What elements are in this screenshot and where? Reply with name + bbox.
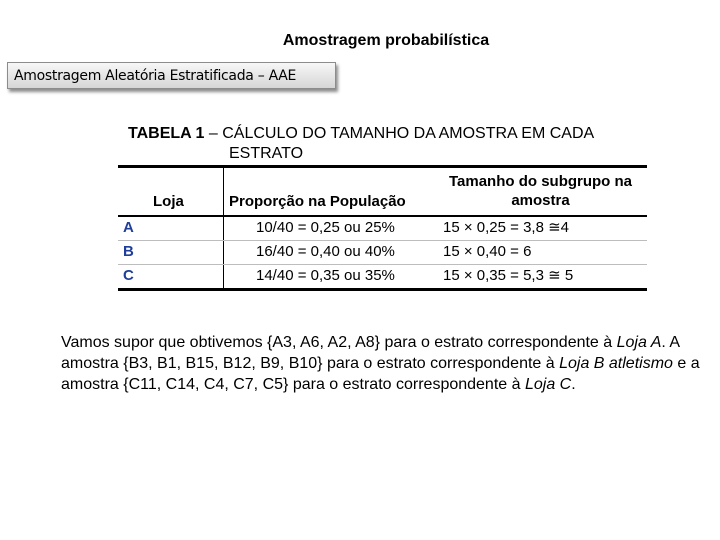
- body-paragraph: Vamos supor que obtivemos {A3, A6, A2, A8} para o estrato correspondente à Loja A. A amostra {B3, B1, B15, B12, B9, B10} para o estrato correspondente à Loja B atletismo e a amostra {C11, C14, C4, C7, C5} para o estrato correspondente à Loja C.: [61, 334, 700, 393]
- table-header-row: [118, 168, 647, 217]
- table-title-line2: ESTRATO: [229, 145, 304, 162]
- header-tamanho: Tamanho do subgrupo na amostra: [448, 173, 633, 209]
- page-title: Amostragem probabilística: [282, 32, 490, 49]
- cell-loja: B: [118, 241, 224, 264]
- emphasis-loja-a: Loja A: [616, 334, 662, 351]
- header-proporcao: Proporção na População: [229, 193, 406, 210]
- sample-size-table: [118, 165, 647, 291]
- table-row: [118, 241, 647, 265]
- cell-tamanho: 15 × 0,25 = 3,8 ≅4: [443, 219, 569, 236]
- cell-loja: A: [118, 217, 224, 240]
- cell-tamanho: 15 × 0,35 = 5,3 ≅ 5: [443, 267, 574, 284]
- table-title: [128, 124, 648, 164]
- emphasis-loja-b: Loja B atletismo: [559, 355, 673, 372]
- cell-proporcao: 16/40 = 0,40 ou 40%: [256, 243, 395, 260]
- header-loja: Loja: [118, 168, 224, 215]
- table-row: [118, 217, 647, 241]
- cell-tamanho: 15 × 0,40 = 6: [443, 243, 532, 260]
- table-title-line1: – CÁLCULO DO TAMANHO DA AMOSTRA EM CADA: [204, 125, 595, 142]
- cell-proporcao: 10/40 = 0,25 ou 25%: [256, 219, 395, 236]
- table-row: [118, 265, 647, 288]
- cell-loja: C: [118, 265, 224, 288]
- emphasis-loja-c: Loja C: [524, 376, 572, 393]
- table-title-label: TABELA 1: [128, 125, 205, 142]
- cell-proporcao: 14/40 = 0,35 ou 35%: [256, 267, 395, 284]
- subtitle-banner: Amostragem Aleatória Estratificada – AAE: [7, 62, 336, 89]
